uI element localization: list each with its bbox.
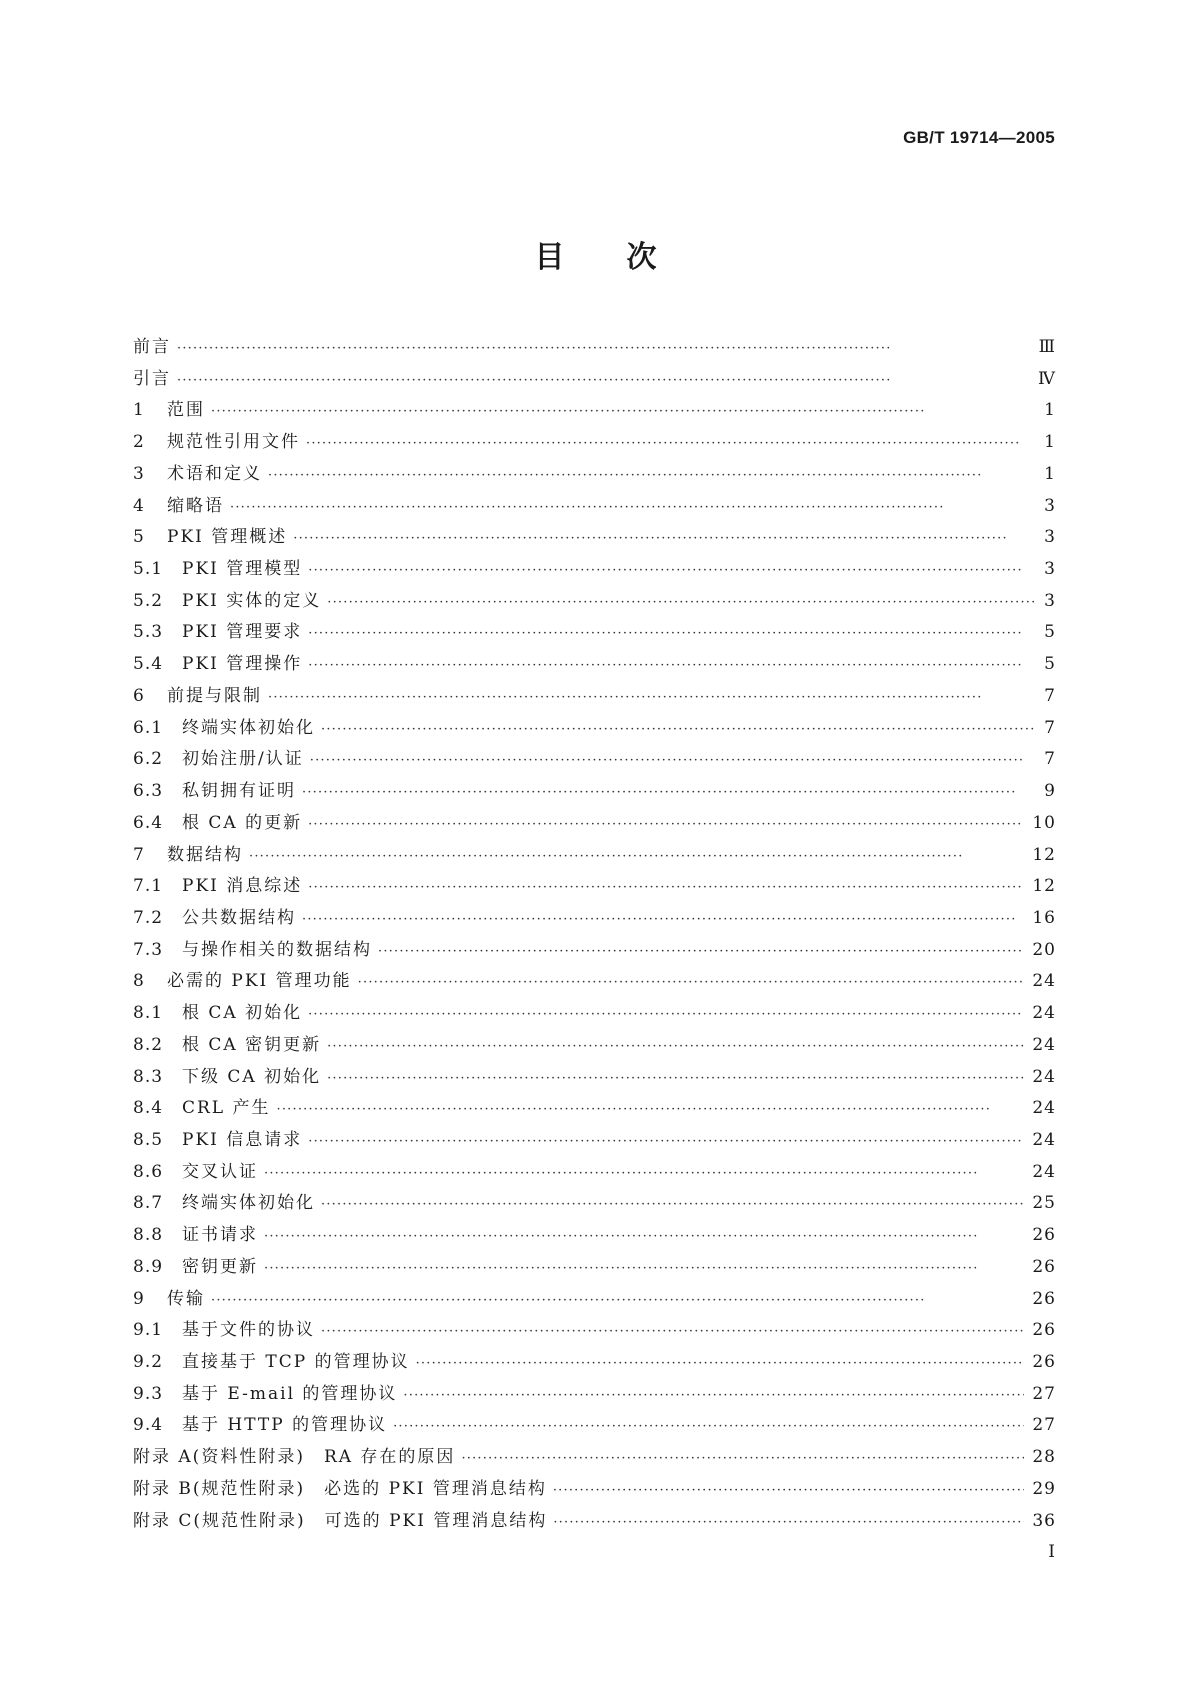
toc-entry-page: 24 [1032,1066,1056,1087]
toc-entry[interactable] [133,586,1056,618]
toc-entry-title: 基于 HTTP 的管理协议 [182,1415,388,1436]
toc-entry-title: 根 CA 密钥更新 [182,1034,322,1055]
toc-dot-leader [308,999,1024,1031]
toc-entry-page: 27 [1032,1415,1056,1436]
toc-entry-page: 3 [1044,527,1056,548]
toc-entry-title: 必需的 PKI 管理功能 [167,971,352,992]
toc-entry-page: 20 [1032,939,1056,960]
toc-entry[interactable] [133,649,1056,681]
toc-entry-page: 7 [1044,717,1056,738]
toc-entry-page: 12 [1032,876,1056,897]
toc-entry[interactable] [133,681,1056,713]
toc-entry[interactable] [133,617,1056,649]
toc-entry[interactable] [133,871,1056,903]
toc-entry-number: 7.2 [133,907,164,928]
toc-entry-number: 8.4 [133,1098,164,1119]
toc-entry-title: PKI 管理操作 [182,654,303,675]
toc-entry-number: 8.6 [133,1161,164,1182]
toc-entry-title: PKI 管理要求 [182,622,303,643]
toc-entry-number: 5.4 [133,654,164,675]
toc-entry-number: 7.3 [133,939,164,960]
toc-dot-leader [264,1221,1024,1253]
toc-entry[interactable] [133,1125,1056,1157]
toc-entry-title: 证书请求 [182,1225,258,1246]
toc-dot-leader [268,460,1036,492]
toc-entry-number: 1 [133,400,145,421]
toc-entry-page: 28 [1032,1447,1056,1468]
toc-entry-number: 8 [133,971,145,992]
toc-entry-title: PKI 管理概述 [167,527,288,548]
toc-dot-leader [553,1475,1025,1507]
toc-entry-page: 16 [1032,907,1056,928]
toc-dot-leader [321,714,1036,746]
toc-dot-leader [308,809,1024,841]
toc-entry-page: 5 [1044,622,1056,643]
toc-dot-leader [416,1348,1025,1380]
toc-entry-title: 附录 A(资料性附录) RA 存在的原因 [133,1447,456,1468]
toc-entry[interactable] [133,1062,1056,1094]
toc-dot-leader [211,1285,1024,1317]
toc-dot-leader [308,872,1024,904]
toc-entry-title: PKI 信息请求 [182,1129,303,1150]
toc-entry[interactable] [133,1220,1056,1252]
toc-entry-page: 26 [1032,1320,1056,1341]
toc-entry-page: 9 [1044,781,1056,802]
toc-entry-title: 附录 C(规范性附录) 可选的 PKI 管理消息结构 [133,1510,548,1531]
toc-entry-title: 附录 B(规范性附录) 必选的 PKI 管理消息结构 [133,1478,547,1499]
toc-dot-leader [249,841,1024,873]
toc-entry-number: 9.3 [133,1383,164,1404]
toc-entry-page: 27 [1032,1383,1056,1404]
toc-entry-page: 26 [1032,1352,1056,1372]
toc-entry-title: 前提与限制 [167,685,262,706]
toc-entry-number: 5 [133,527,145,548]
toc-entry-page: 24 [1032,971,1056,992]
toc-entry-number: 8.7 [133,1193,164,1214]
toc-entry-title: 交叉认证 [182,1161,258,1182]
toc-entry-page: 5 [1044,654,1056,675]
toc-entry[interactable] [133,1093,1056,1125]
page-title: 目次 [534,240,719,275]
toc-dot-leader [321,1189,1024,1221]
toc-entry-number: 5.2 [133,590,164,611]
toc-entry-title: CRL 产生 [182,1098,271,1119]
toc-entry-page: 26 [1032,1288,1056,1309]
toc-entry-title: 缩略语 [167,495,224,516]
toc-entry[interactable] [133,491,1056,523]
toc-dot-leader [302,904,1024,936]
toc-entry-title: 直接基于 TCP 的管理协议 [182,1352,410,1372]
toc-entry[interactable] [133,1506,1056,1538]
toc-entry-number: 8.2 [133,1034,164,1055]
toc-entry-number: 8.1 [133,1003,164,1024]
toc-entry[interactable] [133,364,1056,396]
toc-entry[interactable] [133,903,1056,935]
toc-entry-page: 29 [1032,1478,1056,1499]
toc-entry-number: 9.2 [133,1352,164,1372]
toc-entry-title: 密钥更新 [182,1256,258,1277]
toc-dot-leader [308,650,1036,682]
toc-entry-title: 初始注册/认证 [182,749,304,770]
toc-dot-leader [264,1253,1024,1285]
toc-entry-number: 9.4 [133,1415,164,1436]
toc-entry-title: 根 CA 初始化 [182,1003,303,1024]
toc-entry[interactable] [133,776,1056,808]
toc-entry-number: 6.2 [133,749,164,770]
toc-entry-number: 6 [133,685,145,706]
toc-dot-leader [378,936,1024,968]
toc-entry-number: 4 [133,495,145,516]
toc-entry-page: 24 [1032,1034,1056,1055]
toc-entry[interactable] [133,522,1056,554]
toc-entry-number: 7 [133,844,145,865]
toc-entry-page: Ⅲ [1038,337,1056,357]
toc-entry-number: 5.1 [133,559,164,580]
toc-entry[interactable] [133,332,1056,364]
toc-dot-leader [293,523,1036,555]
toc-entry-page: 7 [1044,749,1056,770]
toc-entry-title: 基于文件的协议 [182,1320,315,1341]
toc-entry-page: 3 [1044,590,1056,611]
toc-entry-title: 前言 [133,337,171,357]
toc-entry-title: 私钥拥有证明 [182,781,296,802]
toc-entry-title: 数据结构 [167,844,243,865]
toc-entry[interactable] [133,459,1056,491]
toc-entry-page: 1 [1044,463,1056,484]
toc-dot-leader [403,1380,1024,1412]
toc-entry-title: 规范性引用文件 [167,432,300,453]
toc-dot-leader [264,1158,1024,1190]
toc-entry-number: 8.9 [133,1256,164,1277]
toc-entry-title: 终端实体初始化 [182,1193,315,1214]
toc-dot-leader [308,1126,1024,1158]
toc-entry-title: 下级 CA 初始化 [182,1066,322,1087]
toc-dot-leader [302,777,1036,809]
toc-entry-page: 25 [1032,1193,1056,1214]
toc-dot-leader [177,365,1030,397]
toc-dot-leader [553,1507,1024,1539]
toc-entry[interactable] [133,966,1056,998]
toc-entry-number: 8.5 [133,1129,164,1150]
toc-entry-title: PKI 管理模型 [182,559,303,580]
toc-dot-leader [327,587,1036,619]
toc-entry-title: 术语和定义 [167,463,262,484]
table-of-contents [133,332,1056,1537]
toc-dot-leader [306,428,1036,460]
toc-entry-number: 9.1 [133,1320,164,1341]
toc-dot-leader [461,1443,1024,1475]
toc-entry-number: 6.1 [133,717,164,738]
toc-dot-leader [393,1411,1024,1443]
toc-entry[interactable] [133,395,1056,427]
toc-entry-title: PKI 实体的定义 [182,590,322,611]
toc-entry-number: 9 [133,1288,145,1309]
toc-entry-title: 传输 [167,1288,205,1309]
toc-dot-leader [277,1094,1025,1126]
toc-entry[interactable] [133,1347,1056,1379]
toc-entry-title: 公共数据结构 [182,907,296,928]
toc-entry[interactable] [133,1157,1056,1189]
toc-entry[interactable] [133,427,1056,459]
toc-dot-leader [310,745,1036,777]
page-number: I [1048,1542,1055,1562]
toc-entry-title: 引言 [133,368,171,389]
toc-entry-page: 26 [1032,1225,1056,1246]
toc-entry[interactable] [133,1410,1056,1442]
toc-dot-leader [327,1063,1024,1095]
toc-entry-page: 3 [1044,495,1056,516]
toc-entry-page: 1 [1044,432,1056,453]
toc-entry-page: 3 [1044,559,1056,580]
toc-entry-page: 24 [1032,1098,1056,1119]
toc-entry-page: 12 [1032,844,1056,865]
toc-entry[interactable] [133,744,1056,776]
toc-dot-leader [358,967,1025,999]
toc-dot-leader [211,396,1036,428]
toc-entry-title: 基于 E-mail 的管理协议 [182,1383,398,1404]
toc-entry-page: 7 [1044,685,1056,706]
toc-entry[interactable] [133,1252,1056,1284]
toc-dot-leader [230,492,1036,524]
toc-entry-number: 8.8 [133,1225,164,1246]
toc-entry-title: 范围 [167,400,205,421]
toc-entry-page: 36 [1032,1510,1056,1531]
toc-entry[interactable] [133,935,1056,967]
toc-dot-leader [308,555,1036,587]
toc-dot-leader [177,333,1031,365]
toc-entry[interactable] [133,554,1056,586]
toc-entry[interactable] [133,1284,1056,1316]
toc-entry[interactable] [133,840,1056,872]
toc-entry-title: 与操作相关的数据结构 [182,939,372,960]
toc-entry-page: 24 [1032,1129,1056,1150]
toc-dot-leader [308,618,1036,650]
toc-entry-page: 24 [1032,1003,1056,1024]
toc-entry-number: 8.3 [133,1066,164,1087]
toc-entry[interactable] [133,808,1056,840]
toc-entry-number: 5.3 [133,622,164,643]
toc-entry[interactable] [133,1442,1056,1474]
toc-entry-page: 10 [1032,812,1056,833]
standard-code: GB/T 19714—2005 [903,128,1055,147]
toc-entry-number: 7.1 [133,876,164,897]
toc-entry[interactable] [133,1474,1056,1506]
toc-entry-page: Ⅳ [1038,368,1056,389]
toc-entry-page: 26 [1032,1256,1056,1277]
toc-entry-number: 6.4 [133,812,164,833]
toc-entry-number: 6.3 [133,781,164,802]
toc-entry-title: 终端实体初始化 [182,717,315,738]
toc-dot-leader [327,1031,1024,1063]
toc-entry-number: 2 [133,432,145,453]
toc-entry[interactable] [133,998,1056,1030]
toc-entry[interactable] [133,1030,1056,1062]
toc-entry-page: 1 [1044,400,1056,421]
toc-entry-page: 24 [1032,1161,1056,1182]
toc-entry-title: 根 CA 的更新 [182,812,303,833]
toc-entry-number: 3 [133,463,145,484]
toc-entry[interactable] [133,1188,1056,1220]
toc-entry[interactable] [133,1379,1056,1411]
toc-dot-leader [321,1316,1024,1348]
toc-dot-leader [268,682,1036,714]
toc-entry[interactable] [133,1315,1056,1347]
toc-entry[interactable] [133,713,1056,745]
toc-entry-title: PKI 消息综述 [182,876,303,897]
